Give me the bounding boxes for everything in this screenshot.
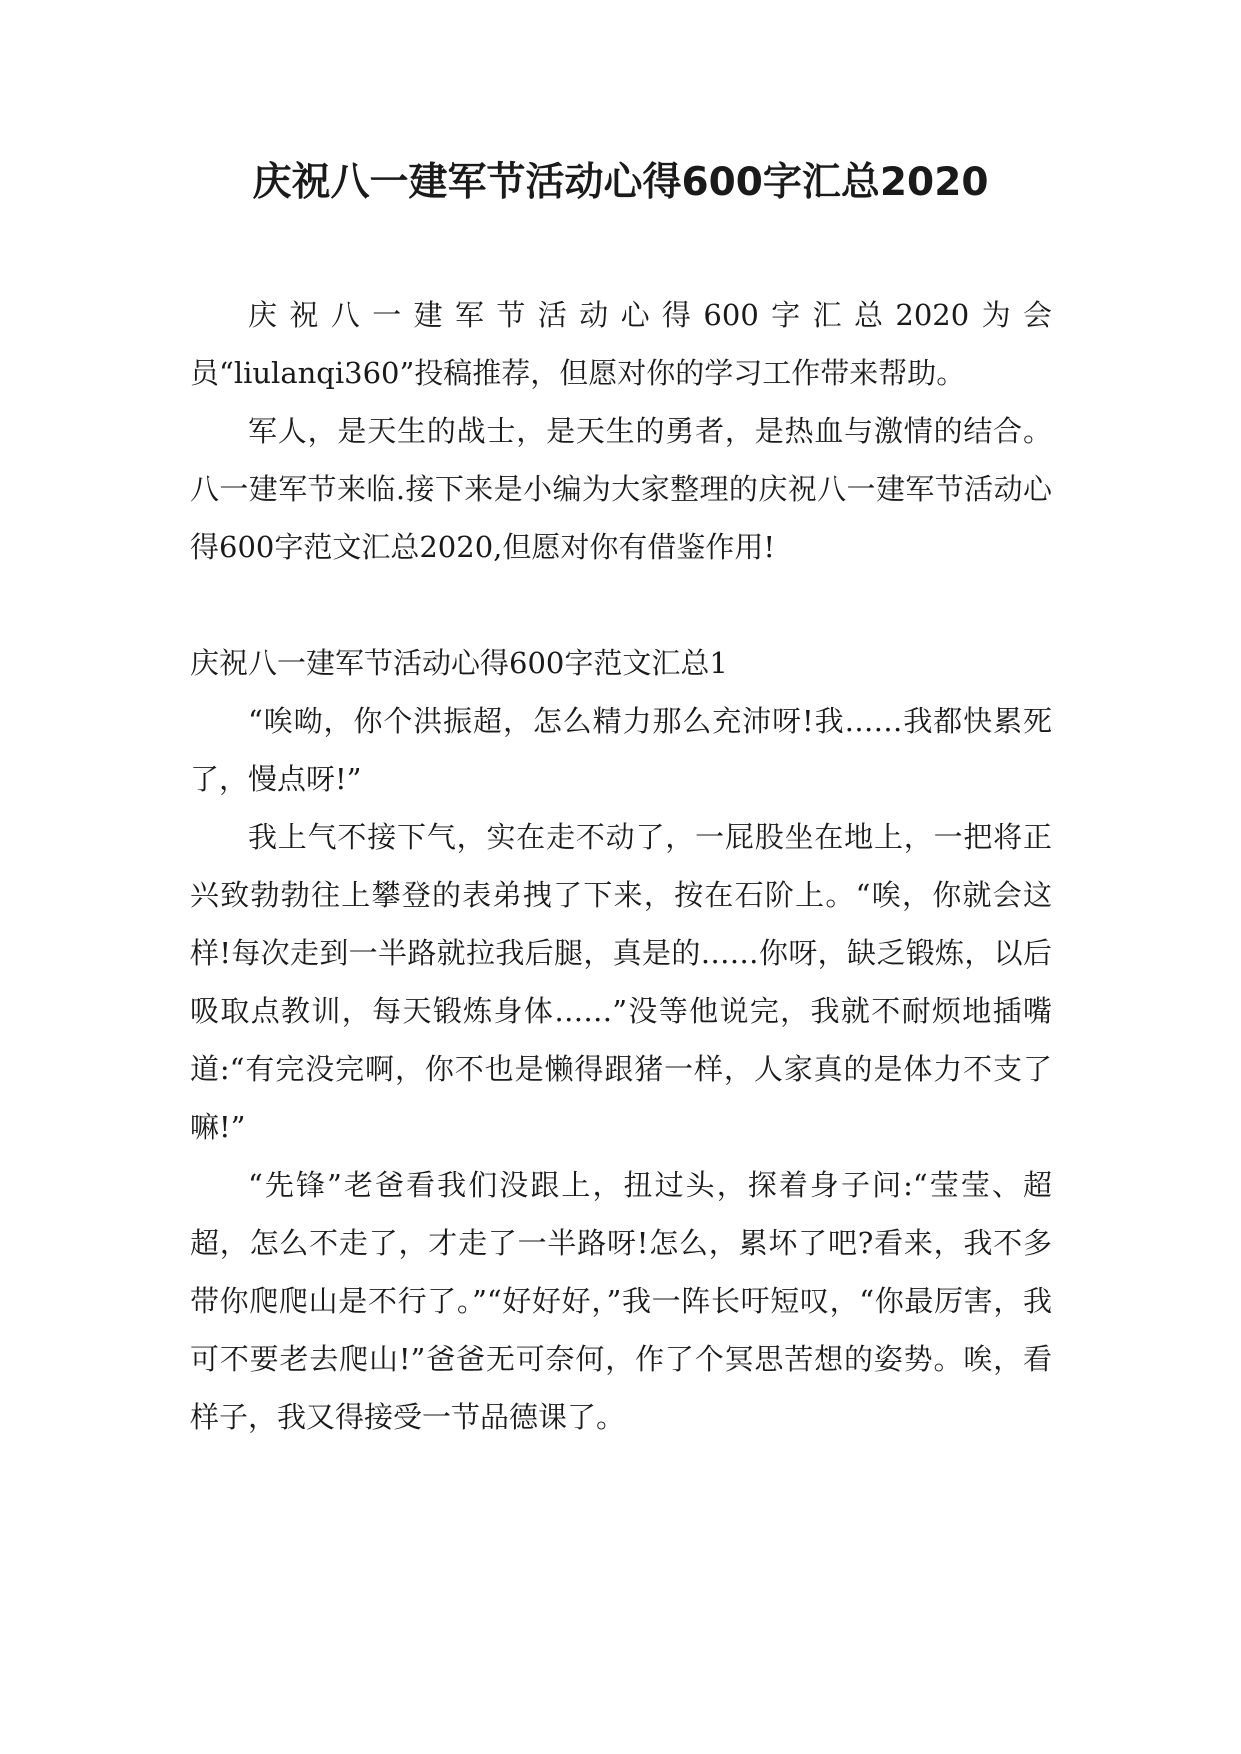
document-title: 庆祝八一建军节活动心得600字汇总2020 bbox=[252, 160, 989, 205]
intro-paragraph: 军人，是天生的战士，是天生的勇者，是热血与激情的结合。八一建军节来临.接下来是小编为大家整理的庆祝八一建军节活动心得600字范文汇总2020,但愿对你有借鉴作用! bbox=[190, 414, 1052, 564]
section-paragraph: “先锋”老爸看我们没跟上，扭过头，探着身子问:“莹莹、超超，怎么不走了，才走了一半路呀!怎么，累坏了吧?看来，我不多带你爬爬山是不行了。”“好好好，”我一阵长吁短叹，“你最厉害，我可不要老去爬山!”爸爸无可奈何，作了个冥思苦想的姿势。唉，看样子，我又得接受一节品德课了。 bbox=[190, 1168, 1052, 1434]
document-body bbox=[190, 286, 1052, 1446]
section-paragraph: “唉呦，你个洪振超，怎么精力那么充沛呀!我……我都快累死了，慢点呀!” bbox=[190, 704, 1052, 796]
intro-paragraph: 庆祝八一建军节活动心得600字汇总2020为会员“liulanqi360”投稿推荐，但愿对你的学习工作带来帮助。 bbox=[190, 298, 1052, 390]
section-paragraph: 我上气不接下气，实在走不动了，一屁股坐在地上，一把将正兴致勃勃往上攀登的表弟拽了下来，按在石阶上。“唉，你就会这样!每次走到一半路就拉我后腿，真是的……你呀，缺乏锻炼，以后吸取点教训，每天锻炼身体……”没等他说完，我就不耐烦地插嘴道:“有完没完啊，你不也是懒得跟猪一样，人家真的是体力不支了嘛!” bbox=[190, 820, 1052, 1144]
section-heading: 庆祝八一建军节活动心得600字范文汇总1 bbox=[190, 646, 728, 680]
